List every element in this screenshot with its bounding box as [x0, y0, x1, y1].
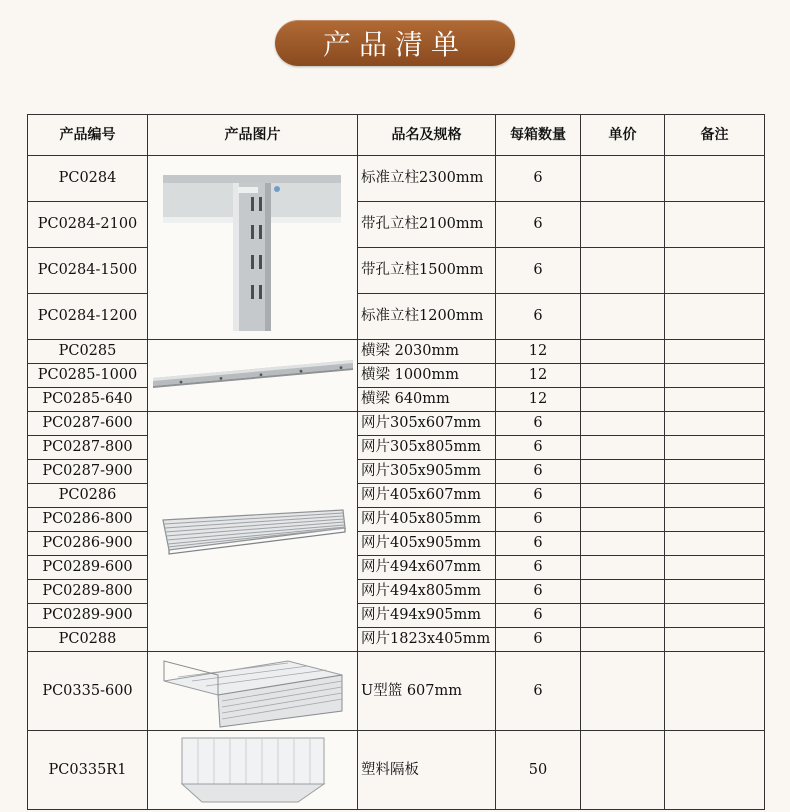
crossbeam-image	[148, 340, 358, 412]
product-qty: 6	[496, 508, 581, 532]
product-note	[665, 556, 765, 580]
table-header-row	[28, 115, 765, 156]
product-table	[27, 114, 765, 810]
table-row	[28, 508, 765, 532]
product-note	[665, 436, 765, 460]
product-spec: 网片305x607mm	[358, 412, 496, 436]
product-code: PC0285	[28, 340, 148, 364]
product-qty: 6	[496, 604, 581, 628]
product-qty: 6	[496, 652, 581, 731]
table-row	[28, 460, 765, 484]
product-code: PC0289-800	[28, 580, 148, 604]
product-code: PC0284-2100	[28, 202, 148, 248]
product-spec: 网片494x805mm	[358, 580, 496, 604]
table-row	[28, 248, 765, 294]
product-spec: 网片405x905mm	[358, 532, 496, 556]
product-qty: 50	[496, 731, 581, 810]
product-spec: 网片305x805mm	[358, 436, 496, 460]
product-code: PC0287-600	[28, 412, 148, 436]
product-price	[581, 294, 665, 340]
product-note	[665, 532, 765, 556]
product-note	[665, 388, 765, 412]
product-code: PC0286-800	[28, 508, 148, 532]
header-image: 产品图片	[148, 115, 358, 156]
wire-mesh-picture	[157, 492, 349, 572]
table-row	[28, 556, 765, 580]
product-qty: 12	[496, 340, 581, 364]
table-row	[28, 294, 765, 340]
product-price	[581, 340, 665, 364]
product-code: PC0335R1	[28, 731, 148, 810]
product-qty: 6	[496, 202, 581, 248]
product-code: PC0286	[28, 484, 148, 508]
page-title: 产品清单	[275, 20, 515, 66]
product-note	[665, 202, 765, 248]
table-row	[28, 436, 765, 460]
product-price	[581, 388, 665, 412]
product-qty: 6	[496, 294, 581, 340]
u-basket-picture	[158, 653, 348, 729]
product-note	[665, 412, 765, 436]
table-row	[28, 484, 765, 508]
upright-post-picture	[163, 163, 343, 333]
product-spec: 横梁 2030mm	[358, 340, 496, 364]
header-price: 单价	[581, 115, 665, 156]
table-row	[28, 628, 765, 652]
product-code: PC0289-900	[28, 604, 148, 628]
product-spec: 网片494x607mm	[358, 556, 496, 580]
plastic-divider-picture	[178, 732, 328, 808]
product-price	[581, 248, 665, 294]
product-note	[665, 156, 765, 202]
product-price	[581, 364, 665, 388]
product-price	[581, 156, 665, 202]
product-price	[581, 652, 665, 731]
table-row	[28, 388, 765, 412]
product-code: PC0285-1000	[28, 364, 148, 388]
product-price	[581, 604, 665, 628]
product-qty: 12	[496, 364, 581, 388]
product-note	[665, 628, 765, 652]
product-price	[581, 731, 665, 810]
product-qty: 6	[496, 248, 581, 294]
product-price	[581, 556, 665, 580]
product-price	[581, 412, 665, 436]
plastic-divider-image	[148, 731, 358, 810]
product-note	[665, 248, 765, 294]
product-qty: 6	[496, 412, 581, 436]
table-row	[28, 532, 765, 556]
table-row	[28, 580, 765, 604]
upright-post-image	[148, 156, 358, 340]
table-row	[28, 202, 765, 248]
product-code: PC0286-900	[28, 532, 148, 556]
table-row	[28, 604, 765, 628]
product-qty: 6	[496, 580, 581, 604]
wire-mesh-shelf-image	[148, 412, 358, 652]
header-qty: 每箱数量	[496, 115, 581, 156]
product-note	[665, 460, 765, 484]
product-qty: 6	[496, 556, 581, 580]
product-code: PC0288	[28, 628, 148, 652]
table-row	[28, 364, 765, 388]
product-spec: 塑料隔板	[358, 731, 496, 810]
product-spec: 带孔立柱2100mm	[358, 202, 496, 248]
product-qty: 6	[496, 532, 581, 556]
product-price	[581, 508, 665, 532]
product-qty: 6	[496, 628, 581, 652]
product-price	[581, 484, 665, 508]
product-note	[665, 294, 765, 340]
header-spec: 品名及规格	[358, 115, 496, 156]
product-note	[665, 731, 765, 810]
product-qty: 6	[496, 156, 581, 202]
header-code: 产品编号	[28, 115, 148, 156]
product-price	[581, 628, 665, 652]
product-code: PC0284	[28, 156, 148, 202]
product-code: PC0335-600	[28, 652, 148, 731]
product-spec: 网片405x805mm	[358, 508, 496, 532]
product-spec: 网片405x607mm	[358, 484, 496, 508]
table-row	[28, 156, 765, 202]
product-spec: 网片1823x405mm	[358, 628, 496, 652]
product-note	[665, 580, 765, 604]
product-note	[665, 652, 765, 731]
product-code: PC0287-800	[28, 436, 148, 460]
product-spec: 标准立柱2300mm	[358, 156, 496, 202]
header-note: 备注	[665, 115, 765, 156]
table-row	[28, 652, 765, 731]
product-spec: 横梁 640mm	[358, 388, 496, 412]
product-price	[581, 202, 665, 248]
table-row	[28, 340, 765, 364]
table-row	[28, 412, 765, 436]
product-note	[665, 604, 765, 628]
product-price	[581, 532, 665, 556]
product-price	[581, 436, 665, 460]
product-qty: 12	[496, 388, 581, 412]
product-spec: U型篮 607mm	[358, 652, 496, 731]
table-row	[28, 731, 765, 810]
product-spec: 网片494x905mm	[358, 604, 496, 628]
product-code: PC0287-900	[28, 460, 148, 484]
product-note	[665, 364, 765, 388]
product-qty: 6	[496, 484, 581, 508]
product-spec: 横梁 1000mm	[358, 364, 496, 388]
product-spec: 带孔立柱1500mm	[358, 248, 496, 294]
product-note	[665, 340, 765, 364]
product-price	[581, 460, 665, 484]
product-price	[581, 580, 665, 604]
product-code: PC0285-640	[28, 388, 148, 412]
product-note	[665, 508, 765, 532]
product-spec: 网片305x905mm	[358, 460, 496, 484]
product-qty: 6	[496, 436, 581, 460]
product-code: PC0284-1500	[28, 248, 148, 294]
product-spec: 标准立柱1200mm	[358, 294, 496, 340]
product-code: PC0284-1200	[28, 294, 148, 340]
product-note	[665, 484, 765, 508]
product-code: PC0289-600	[28, 556, 148, 580]
product-qty: 6	[496, 460, 581, 484]
u-basket-image	[148, 652, 358, 731]
crossbeam-picture	[151, 346, 355, 406]
